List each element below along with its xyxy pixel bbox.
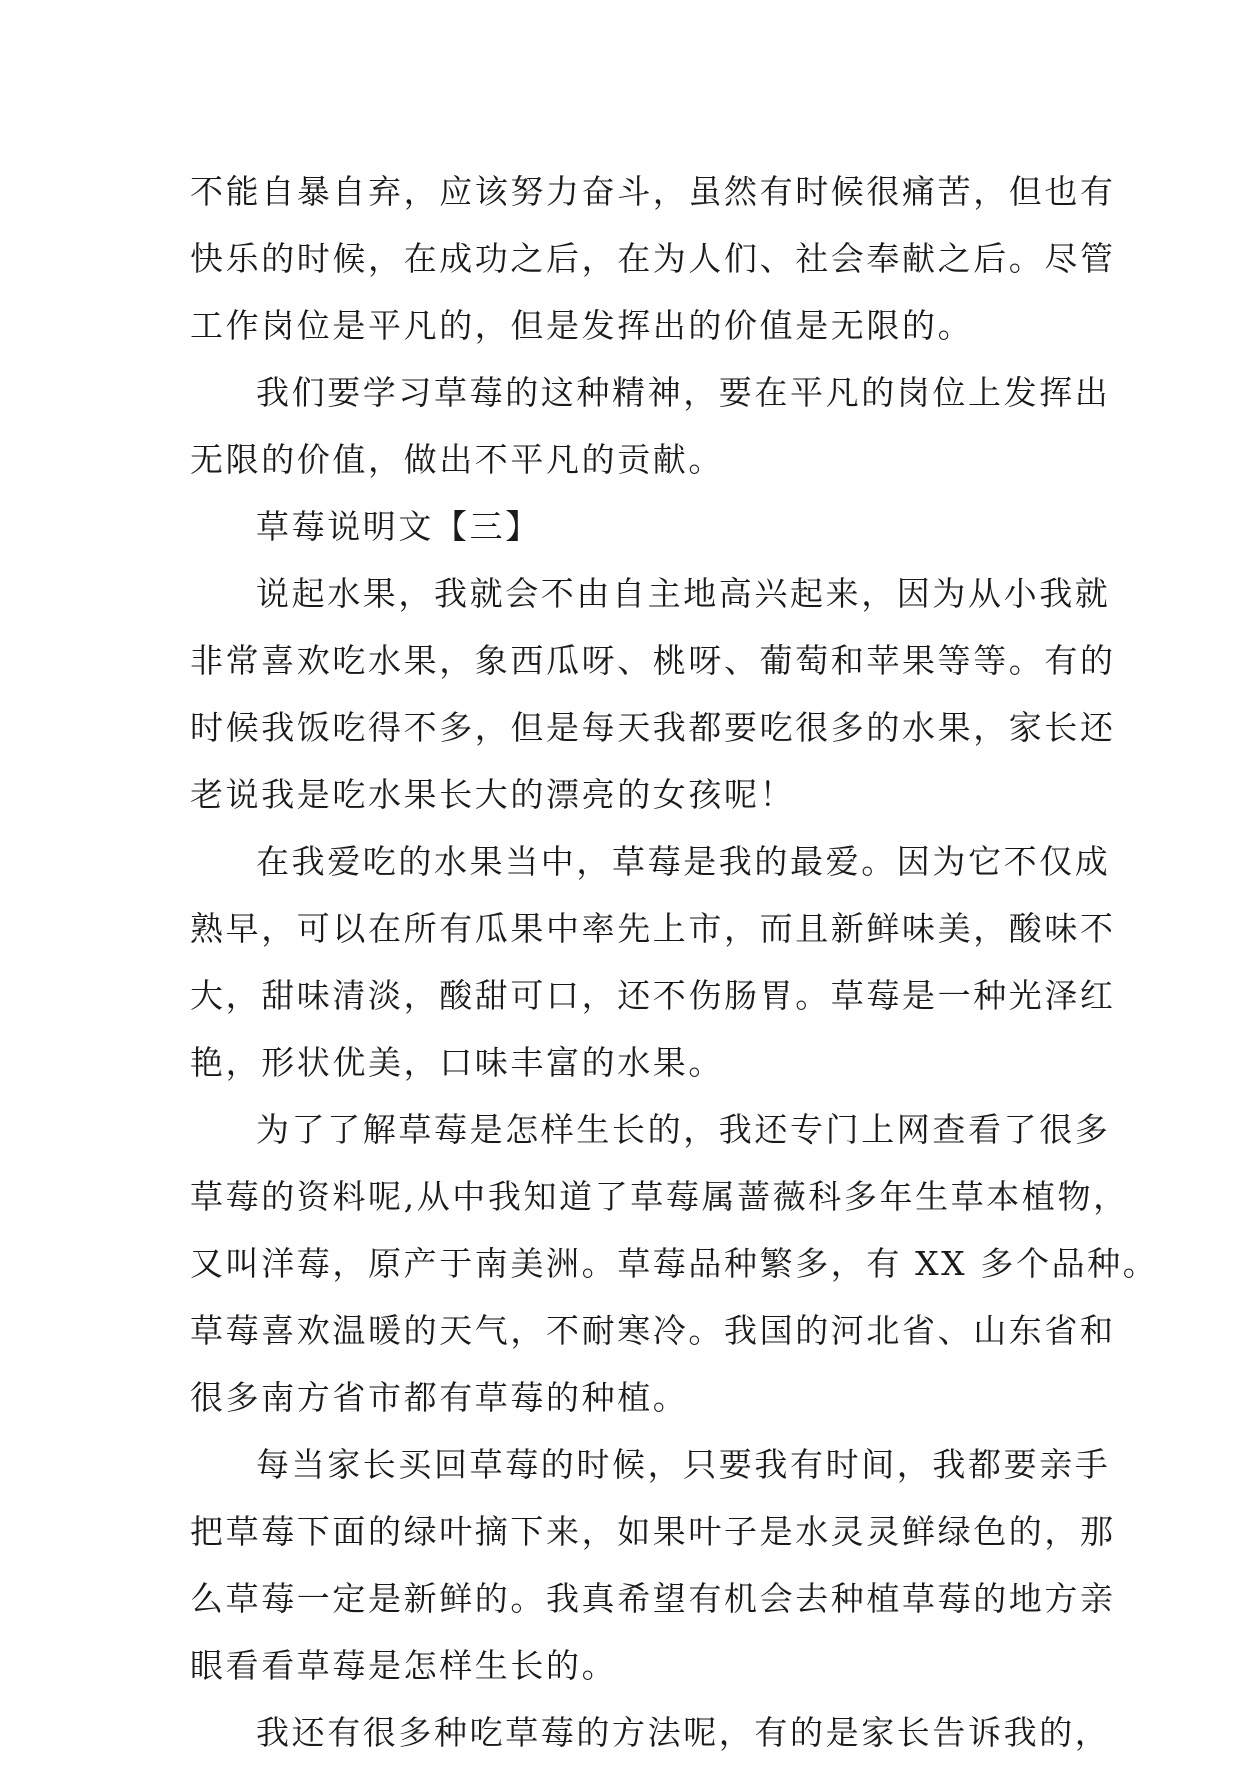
- text-line: 又叫洋莓，原产于南美洲。草莓品种繁多，有 XX 多个品种。: [190, 1244, 1159, 1283]
- paragraph-start-line: 我们要学习草莓的这种精神，要在平凡的岗位上发挥出: [256, 373, 1111, 412]
- text-line: 熟早，可以在所有瓜果中率先上市，而且新鲜味美，酸味不: [190, 909, 1116, 948]
- document-body: [190, 158, 1159, 1766]
- paragraph-start-line: 每当家长买回草莓的时候，只要我有时间，我都要亲手: [256, 1445, 1111, 1484]
- text-line: 时候我饭吃得不多，但是每天我都要吃很多的水果，家长还: [190, 708, 1116, 747]
- text-line: 草莓喜欢温暖的天气，不耐寒冷。我国的河北省、山东省和: [190, 1311, 1116, 1350]
- paragraph-start-line: 草莓说明文【三】: [256, 507, 541, 546]
- text-line: 很多南方省市都有草莓的种植。: [190, 1378, 689, 1417]
- text-line: 眼看看草莓是怎样生长的。: [190, 1646, 618, 1685]
- text-line: 把草莓下面的绿叶摘下来，如果叶子是水灵灵鲜绿色的，那: [190, 1512, 1116, 1551]
- text-line: 无限的价值，做出不平凡的贡献。: [190, 440, 724, 479]
- paragraph-start-line: 为了了解草莓是怎样生长的，我还专门上网查看了很多: [256, 1110, 1111, 1149]
- text-line: 老说我是吃水果长大的漂亮的女孩呢！: [190, 775, 796, 814]
- text-line: 工作岗位是平凡的，但是发挥出的价值是无限的。: [190, 306, 974, 345]
- text-line: 么草莓一定是新鲜的。我真希望有机会去种植草莓的地方亲: [190, 1579, 1116, 1618]
- paragraph-start-line: 在我爱吃的水果当中，草莓是我的最爱。因为它不仅成: [256, 842, 1111, 881]
- text-line: 不能自暴自弃，应该努力奋斗，虽然有时候很痛苦，但也有: [190, 172, 1116, 211]
- text-line: 快乐的时候，在成功之后，在为人们、社会奉献之后。尽管: [190, 239, 1116, 278]
- paragraph-start-line: 说起水果，我就会不由自主地高兴起来，因为从小我就: [256, 574, 1111, 613]
- text-line: 艳，形状优美，口味丰富的水果。: [190, 1043, 724, 1082]
- text-line: 非常喜欢吃水果，象西瓜呀、桃呀、葡萄和苹果等等。有的: [190, 641, 1116, 680]
- paragraph-start-line: 我还有很多种吃草莓的方法呢，有的是家长告诉我的，: [256, 1713, 1111, 1752]
- text-line: 大，甜味清淡，酸甜可口，还不伤肠胃。草莓是一种光泽红: [190, 976, 1116, 1015]
- text-line: 草莓的资料呢,从中我知道了草莓属蔷薇科多年生草本植物，: [190, 1177, 1129, 1216]
